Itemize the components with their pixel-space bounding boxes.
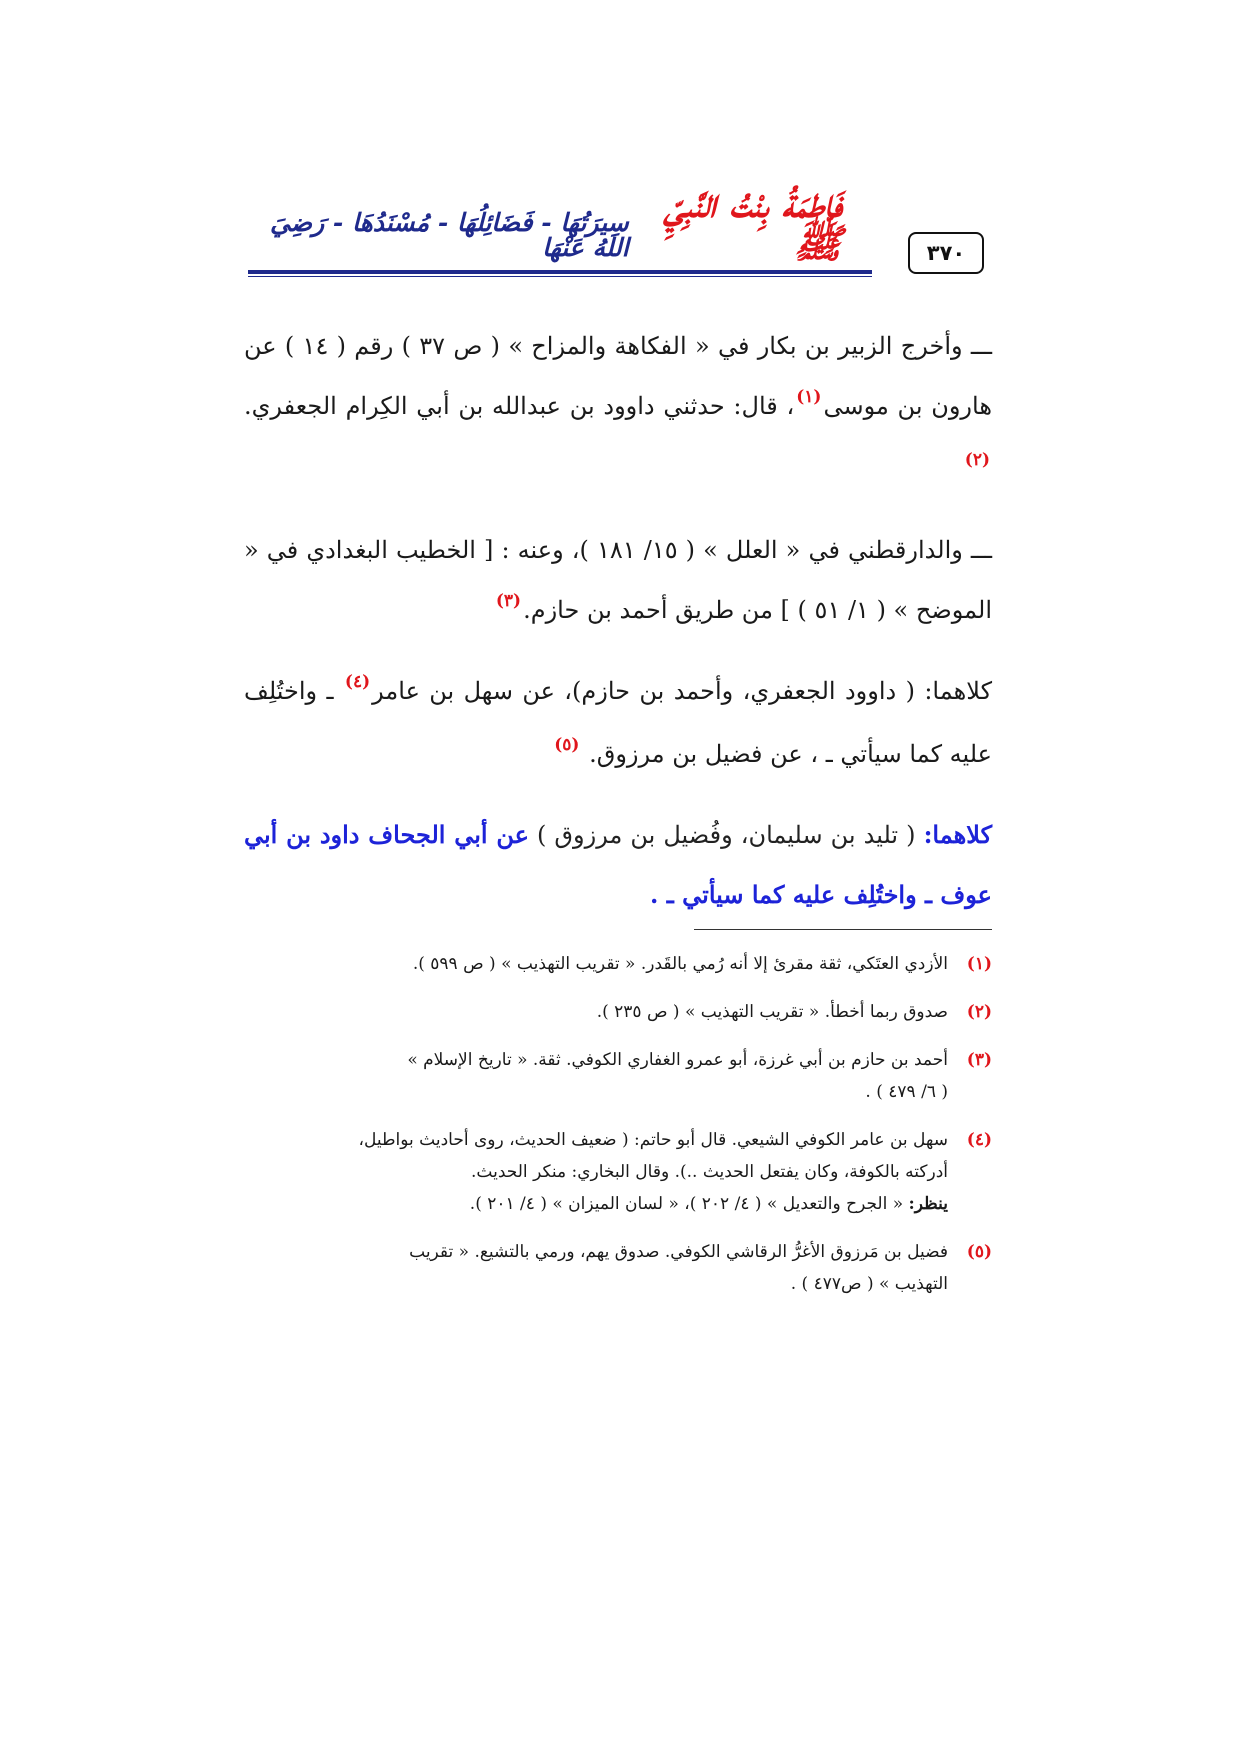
footnote-ref-3[interactable]: (٣) (495, 591, 522, 611)
footnote-text (244, 948, 948, 980)
header-divider (248, 270, 872, 274)
paragraph-3 (244, 661, 992, 787)
footnotes (244, 948, 992, 1316)
paragraph-4 (244, 805, 992, 925)
footnote-3 (244, 1044, 992, 1108)
footnote-4 (244, 1124, 992, 1220)
footnote-5 (244, 1236, 992, 1300)
footnote-line: صدوق ربما أخطأ. « تقريب التهذيب » ( ص ٢٣٥ ). (596, 1002, 948, 1022)
footnote-number: (٤) (966, 1130, 992, 1150)
paragraph-1-text: ـــ وأخرج الزبير بن بكار في « الفكاهة والمزاح » ( ص ٣٧ ) رقم ( ١٤ ) عن هارون بن موسى (244, 332, 992, 420)
footnote-ref-5[interactable]: (٥) (554, 735, 580, 755)
paragraph-4-middle: ( تليد بن سليمان، وفُضيل بن مرزوق ) (528, 821, 924, 849)
footnote-line: الأزدي العتَكي، ثقة مقرئ إلا أنه رُمي بالقَدر. « تقريب التهذيب » ( ص ٥٩٩ ). (412, 954, 948, 974)
footnote-text (244, 1236, 948, 1300)
footnote-line: التهذيب » ( ص٤٧٧ ) . (790, 1274, 948, 1294)
book-title (248, 180, 842, 267)
book-title-subtitle: سِيرَتُهَا - فَضَائِلُهَا - مُسْنَدُهَا - رَضِيَ اللهُ عَنْهَا (270, 208, 629, 262)
footnote-line: سهل بن عامر الكوفي الشيعي. قال أبو حاتم: ( ضعيف الحديث، روى أحاديث بواطيل، (358, 1130, 948, 1150)
footnote-number: (٥) (966, 1242, 992, 1262)
paragraph-3-text: كلاهما: ( داوود الجعفري، وأحمد بن حازم)، عن سهل بن عامر (372, 677, 992, 705)
footnote-ref-2[interactable]: (٢) (964, 450, 990, 470)
footnote-number: (٢) (966, 1002, 992, 1022)
paragraph-3-text-cont: ـ واختُلِف عليه كما سيأتي ـ ، عن فضيل بن مرزوق. (244, 677, 992, 768)
page-header (248, 180, 992, 280)
footnote-line (244, 1188, 948, 1220)
paragraph-4-tail: عن أبي الجحاف داود بن أبي عوف ـ واختُلِف عليه كما سيأتي ـ . (244, 820, 992, 909)
header-divider-thin (248, 276, 872, 277)
footnote-text (244, 1124, 948, 1220)
footnote-number: (١) (966, 954, 992, 974)
footnote-line: أحمد بن حازم بن أبي غرزة، أبو عمرو الغفاري الكوفي. ثقة. « تاريخ الإسلام » (407, 1050, 948, 1070)
book-title-main: فَاطِمَةُ بِنْتُ النَّبِيِّ ﷺ (664, 180, 842, 267)
footnote-line: أدركته بالكوفة، وكان يفتعل الحديث ..). وقال البخاري: منكر الحديث. (471, 1162, 948, 1182)
page-number: ٣٧٠ (908, 232, 984, 274)
footnote-line: ( ٦/ ٤٧٩ ) . (865, 1082, 948, 1102)
footnote-line: فضيل بن مَرزوق الأغرُّ الرقاشي الكوفي. صدوق يهم، ورمي بالتشيع. « تقريب (409, 1242, 948, 1262)
footnote-separator (694, 929, 992, 930)
footnote-text (244, 1044, 948, 1108)
paragraph-1-text-cont: ، قال: حدثني داوود بن عبدالله بن أبي الكِرام الجعفري. (244, 392, 795, 420)
paragraph-2-text: ـــ والدارقطني في « العلل » ( ١٥/ ١٨١ )، وعنه : [ الخطيب البغدادي في « الموضح » ( ١/ ٥١ ) ] من طريق أحمد بن حازم. (244, 536, 993, 624)
main-text (244, 316, 992, 943)
footnote-ref-1[interactable]: (١) (796, 387, 822, 407)
paragraph-4-lead: كلاهما: (923, 820, 993, 849)
footnote-1 (244, 948, 992, 980)
paragraph-1 (244, 316, 992, 502)
see-also-label: ينظر: (908, 1194, 948, 1214)
footnote-2 (244, 996, 992, 1028)
paragraph-2 (244, 520, 992, 643)
footnote-ref-4[interactable]: (٤) (344, 672, 371, 692)
see-also-text: « الجرح والتعديل » ( ٤/ ٢٠٢ )، « لسان الميزان » ( ٤/ ٢٠١ ). (469, 1194, 909, 1214)
footnote-text (244, 996, 948, 1028)
footnote-number: (٣) (966, 1050, 992, 1070)
